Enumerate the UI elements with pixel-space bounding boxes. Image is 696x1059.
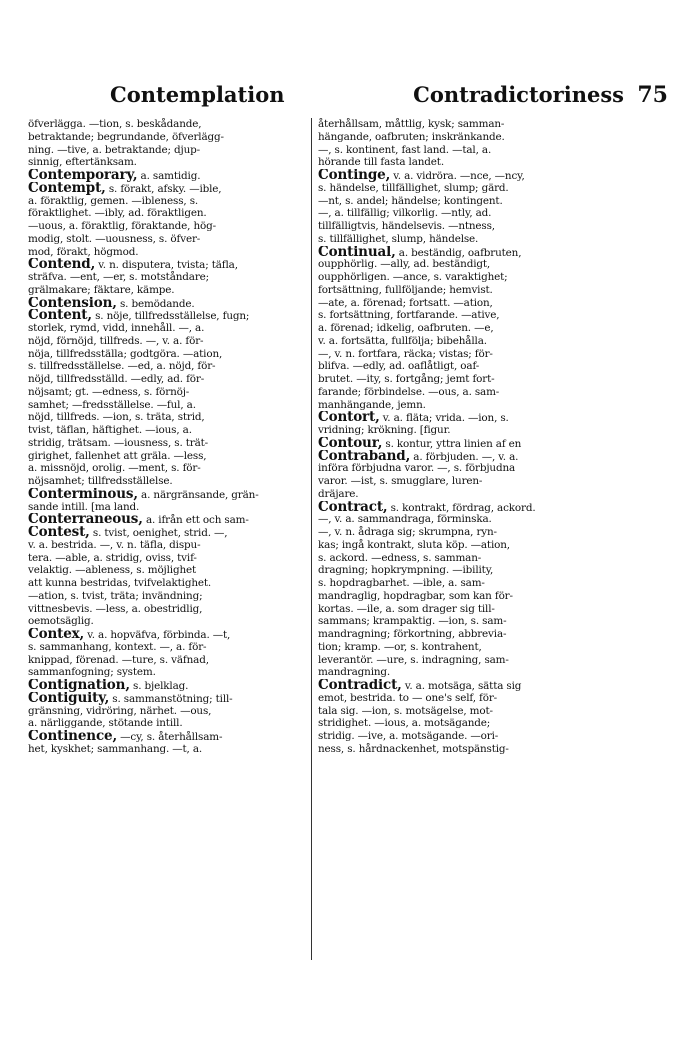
headword: Contiguity, — [28, 691, 110, 705]
entry-line: återhållsam, måttlig, kysk; samman- — [318, 118, 505, 130]
entry-headword-line: Contest, s. tvist, oenighet, strid. —, — [28, 526, 228, 539]
entry-line: nöjsamt; gt. —edness, s. förnöj- — [28, 385, 190, 398]
entry-line: —uous, a. föraktlig, föraktande, hög- — [28, 220, 216, 232]
entry-line: nöja, tillfredsställa; godtgöra. —ation, — [28, 347, 223, 360]
entry-line: velaktig. —ableness, s. möjlighet — [28, 564, 197, 577]
entry-line: vridning; krökning. [figur. — [318, 424, 451, 436]
entry-line: leverantör. —ure, s. indragning, sam- — [318, 653, 509, 666]
entry-line: föraktlighet. —ibly, ad. föraktligen. — [28, 207, 207, 220]
entry-line: tala sig. —ion, s. motsägelse, mot- — [318, 704, 493, 717]
entry-line: ness, s. hårdnackenhet, motspänstig- — [318, 742, 509, 755]
page-number: 75 — [637, 82, 668, 108]
entry-headword-line: Continge, v. a. vidröra. —nce, —ncy, — [318, 169, 525, 182]
entry-line: s. tillfällighet, slump, händelse. — [318, 232, 479, 245]
entry-headword-line: Continual, a. beständig, oafbruten, — [318, 245, 522, 259]
entry-line: nöjd, tillfredsställd. —edly, ad. för- — [28, 373, 205, 385]
entry-line: nöjsamhet; tillfredsställelse. — [28, 475, 173, 487]
entry-line: —, v. n. ådraga sig; skrumpna, ryn- — [318, 526, 497, 538]
left-column — [28, 118, 313, 756]
header-left-guide-word: Contemplation — [110, 82, 285, 107]
entry-line: vittnesbevis. —less, a. obestridlig, — [28, 602, 203, 615]
entry-headword-line: Conterraneous, a. ifrån ett och sam- — [28, 513, 249, 526]
entry-headword-line: Continence, —cy, s. återhållsam- — [28, 730, 223, 743]
headword: Contension, — [28, 296, 117, 310]
entry-line: införa förbjudna varor. —, s. förbjudna — [318, 462, 516, 475]
entry-line: mandraglig, hopdragbar, som kan för- — [318, 589, 513, 602]
entry-headword-line: Contract, s. kontrakt, fördrag, ackord. — [318, 500, 536, 514]
entry-line: brutet. —ity, s. fortgång; jemt fort- — [318, 373, 495, 385]
entry-line: mandragning. — [318, 666, 391, 679]
entry-line: s. ackord. —edness, s. samman- — [318, 551, 482, 564]
headword: Contignation, — [28, 679, 130, 692]
headword: Contempt, — [28, 181, 106, 195]
entry-line: nöjd, tillfreds. —ion, s. träta, strid, — [28, 411, 205, 424]
entry-line: knippad, förenad. —ture, s. väfnad, — [28, 653, 209, 666]
entry-line: gränsning, vidröring, närhet. —ous, — [28, 704, 212, 717]
entry-line: att kunna bestridas, tvifvelaktighet. — [28, 577, 212, 589]
entry-line: mandragning; förkortning, abbrevia- — [318, 628, 507, 640]
headword: Conterminous, — [28, 487, 138, 501]
entry-line: —ate, a. förenad; fortsatt. —ation, — [318, 296, 493, 309]
right-column — [318, 118, 576, 756]
entry-line: tera. —able, a. stridig, oviss, tvif- — [28, 551, 197, 564]
entry-line: a. förenad; idkelig, oafbruten. —e, — [318, 322, 494, 334]
headword: Content, — [28, 309, 92, 322]
entry-line: s. fortsättning, fortfarande. —ative, — [318, 309, 500, 322]
headword: Contract, — [318, 500, 388, 514]
entry-line: farande; förbindelse. —ous, a. sam- — [318, 385, 500, 398]
entry-headword-line: Contend, v. n. disputera, tvista; täfla, — [28, 258, 238, 271]
entry-line: dragning; hopkrympning. —ibility, — [318, 564, 494, 577]
headword: Contex, — [28, 628, 85, 641]
entry-headword-line: Contemporary, a. samtidig. — [28, 169, 201, 182]
entry-line: a. missnöjd, orolig. —ment, s. för- — [28, 462, 201, 475]
headword: Contradict, — [318, 679, 402, 692]
headword: Continual, — [318, 245, 396, 259]
entry-headword-line: Contradict, v. a. motsäga, sätta sig — [318, 679, 522, 692]
page-header — [110, 82, 668, 112]
entry-line: —, v. a. sammandraga, förminska. — [318, 513, 492, 526]
entry-line: s. hopdragbarhet. —ible, a. sam- — [318, 577, 485, 589]
entry-headword-line: Contex, v. a. hopväfva, förbinda. —t, — [28, 628, 231, 641]
entry-line: —, s. kontinent, fast land. —tal, a. — [318, 143, 492, 156]
entry-line: s. händelse, tillfällighet, slump; gärd. — [318, 181, 509, 194]
headword: Conterraneous, — [28, 513, 143, 526]
entry-line: modig, stolt. —uousness, s. öfver- — [28, 232, 201, 245]
entry-line: —nt, s. andel; händelse; kontingent. — [318, 194, 503, 207]
headword: Continge, — [318, 169, 391, 182]
entry-line: blifva. —edly, ad. oaflåtligt, oaf- — [318, 360, 480, 373]
entry-line: v. a. bestrida. —, v. n. täfla, dispu- — [28, 538, 201, 551]
entry-line: oupphörligen. —ance, s. varaktighet; — [318, 271, 508, 283]
headword: Contour, — [318, 436, 383, 450]
column-divider — [311, 118, 312, 960]
entry-headword-line: Contour, s. kontur, yttra linien af en — [318, 436, 522, 450]
entry-headword-line: Conterminous, a. närgränsande, grän- — [28, 487, 259, 501]
entry-line: tvist, täflan, häftighet. —ious, a. — [28, 424, 192, 436]
entry-line: tion; kramp. —or, s. kontrahent, — [318, 640, 482, 653]
headword: Continence, — [28, 730, 118, 743]
entry-line: sammanfogning; system. — [28, 666, 156, 679]
entry-line: s. tillfredsställelse. —ed, a. nöjd, för- — [28, 360, 216, 373]
entry-line: sammans; krampaktig. —ion, s. sam- — [318, 615, 507, 628]
entry-line: oupphörlig. —ally, ad. beständigt, — [318, 258, 491, 271]
entry-line: mod, förakt, högmod. — [28, 245, 139, 258]
entry-line: betraktande; begrundande, öfverlägg- — [28, 130, 224, 143]
entry-line: het, kyskhet; sammanhang. —t, a. — [28, 742, 203, 755]
entry-headword-line: Contignation, s. bjelklag. — [28, 679, 189, 692]
entry-line: dräjare. — [318, 487, 359, 500]
entry-line: storlek, rymd, vidd, innehåll. —, a. — [28, 322, 205, 334]
entry-line: fortsättning, fullföljande; hemvist. — [318, 283, 493, 296]
entry-line: sande intill. [ma land. — [28, 500, 140, 513]
entry-line: —, a. tillfällig; vilkorlig. —ntly, ad. — [318, 207, 492, 220]
headword: Contend, — [28, 258, 96, 271]
headword: Contraband, — [318, 449, 411, 463]
headword: Contort, — [318, 411, 380, 424]
entry-headword-line: Content, s. nöje, tillfredsställelse, fugn; — [28, 309, 250, 322]
entry-headword-line: Contraband, a. förbjuden. —, v. a. — [318, 449, 519, 463]
entry-line: stridig, trätsam. —iousness, s. trät- — [28, 436, 209, 449]
entry-line: hängande, oafbruten; inskränkande. — [318, 130, 505, 143]
entry-headword-line: Contort, v. a. fläta; vrida. —ion, s. — [318, 411, 509, 424]
entry-line: grälmakare; fäktare, kämpe. — [28, 283, 175, 296]
entry-line: ning. —tive, a. betraktande; djup- — [28, 143, 201, 156]
entry-line: kas; ingå kontrakt, sluta köp. —ation, — [318, 538, 510, 551]
entry-line: nöjd, förnöjd, tillfreds. —, v. a. för- — [28, 334, 204, 347]
entry-line: oemotsäglig. — [28, 615, 94, 628]
entry-line: manhängande, jemn. — [318, 398, 426, 411]
entry-line: a. närliggande, stötande intill. — [28, 717, 183, 730]
entry-line: —ation, s. tvist, träta; invändning; — [28, 589, 203, 602]
entry-line: öfverlägga. —tion, s. beskådande, — [28, 118, 202, 130]
entry-line: emot, bestrida. to — one's self, för- — [318, 691, 498, 704]
entry-line: v. a. fortsätta, fullfölja; bibehålla. — [318, 334, 487, 347]
entry-headword-line: Contempt, s. förakt, afsky. —ible, — [28, 181, 222, 195]
entry-line: girighet, fallenhet att gräla. —less, — [28, 449, 207, 462]
entry-line: varor. —ist, s. smugglare, luren- — [318, 475, 483, 487]
entry-line: kortas. —ile, a. som drager sig till- — [318, 602, 495, 615]
headword: Contemporary, — [28, 169, 138, 182]
header-right-guide-word: Contradictoriness — [413, 82, 624, 107]
entry-line: stridighet. —ious, a. motsägande; — [318, 717, 491, 730]
entry-line: stridig. —ive, a. motsägande. —ori- — [318, 730, 499, 742]
entry-headword-line: Contension, s. bemödande. — [28, 296, 195, 310]
entry-line: tillfälligtvis, händelsevis. —ntness, — [318, 220, 495, 232]
entry-line: a. föraktlig, gemen. —ibleness, s. — [28, 194, 199, 207]
entry-line: sinnig, eftertänksam. — [28, 156, 137, 169]
entry-line: sträfva. —ent, —er, s. motståndare; — [28, 271, 209, 283]
entry-line: samhet; —fredsställelse. —ful, a. — [28, 398, 196, 411]
entry-headword-line: Contiguity, s. sammanstötning; till- — [28, 691, 233, 705]
headword: Contest, — [28, 526, 90, 539]
entry-line: s. sammanhang, kontext. —, a. för- — [28, 640, 207, 653]
entry-line: —, v. n. fortfara, räcka; vistas; för- — [318, 347, 493, 360]
entry-line: hörande till fasta landet. — [318, 156, 444, 169]
